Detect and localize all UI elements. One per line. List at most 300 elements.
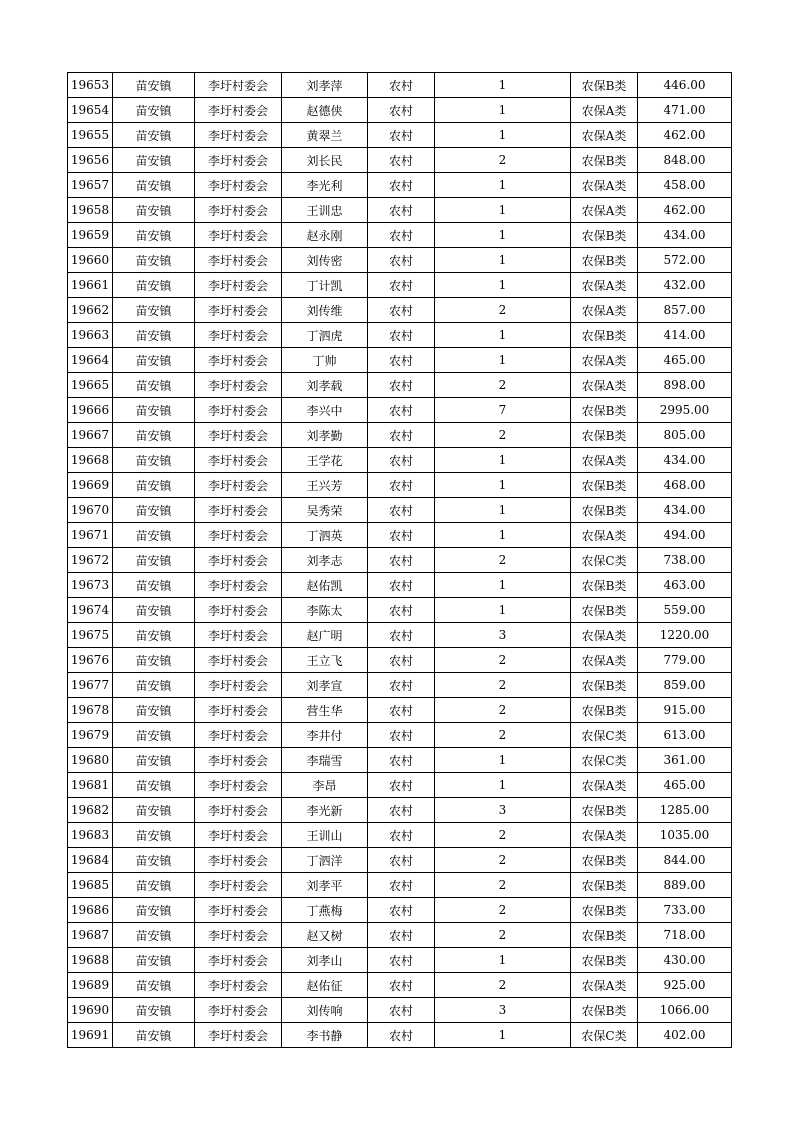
row-id-cell: 19665 <box>68 373 113 398</box>
category-cell: 农保B类 <box>571 223 638 248</box>
household-type-cell: 农村 <box>368 573 435 598</box>
category-cell: 农保B类 <box>571 698 638 723</box>
category-cell: 农保B类 <box>571 673 638 698</box>
row-id-cell: 19653 <box>68 73 113 98</box>
category-cell: 农保A类 <box>571 448 638 473</box>
member-count-cell: 1 <box>435 173 571 198</box>
row-id-cell: 19669 <box>68 473 113 498</box>
name-cell: 王训山 <box>282 823 368 848</box>
category-cell: 农保A类 <box>571 273 638 298</box>
amount-cell: 898.00 <box>638 373 732 398</box>
member-count-cell: 1 <box>435 98 571 123</box>
household-type-cell: 农村 <box>368 173 435 198</box>
table-row <box>68 198 732 223</box>
amount-cell: 559.00 <box>638 598 732 623</box>
amount-cell: 462.00 <box>638 123 732 148</box>
household-type-cell: 农村 <box>368 598 435 623</box>
name-cell: 赵德侠 <box>282 98 368 123</box>
data-table <box>67 72 732 1048</box>
household-type-cell: 农村 <box>368 448 435 473</box>
member-count-cell: 2 <box>435 823 571 848</box>
household-type-cell: 农村 <box>368 848 435 873</box>
category-cell: 农保B类 <box>571 398 638 423</box>
table-row <box>68 423 732 448</box>
member-count-cell: 2 <box>435 423 571 448</box>
household-type-cell: 农村 <box>368 348 435 373</box>
amount-cell: 1035.00 <box>638 823 732 848</box>
member-count-cell: 3 <box>435 998 571 1023</box>
village-cell: 李圩村委会 <box>195 573 282 598</box>
table-row <box>68 1023 732 1048</box>
member-count-cell: 1 <box>435 448 571 473</box>
amount-cell: 925.00 <box>638 973 732 998</box>
table-row <box>68 773 732 798</box>
category-cell: 农保A类 <box>571 173 638 198</box>
household-type-cell: 农村 <box>368 248 435 273</box>
name-cell: 丁计凯 <box>282 273 368 298</box>
name-cell: 刘孝宣 <box>282 673 368 698</box>
name-cell: 李光新 <box>282 798 368 823</box>
row-id-cell: 19681 <box>68 773 113 798</box>
name-cell: 李瑞雪 <box>282 748 368 773</box>
category-cell: 农保B类 <box>571 498 638 523</box>
village-cell: 李圩村委会 <box>195 548 282 573</box>
household-type-cell: 农村 <box>368 98 435 123</box>
amount-cell: 402.00 <box>638 1023 732 1048</box>
household-type-cell: 农村 <box>368 223 435 248</box>
amount-cell: 844.00 <box>638 848 732 873</box>
row-id-cell: 19667 <box>68 423 113 448</box>
row-id-cell: 19660 <box>68 248 113 273</box>
row-id-cell: 19675 <box>68 623 113 648</box>
name-cell: 李兴中 <box>282 398 368 423</box>
name-cell: 李昂 <box>282 773 368 798</box>
town-cell: 苗安镇 <box>113 673 195 698</box>
household-type-cell: 农村 <box>368 773 435 798</box>
amount-cell: 859.00 <box>638 673 732 698</box>
town-cell: 苗安镇 <box>113 398 195 423</box>
row-id-cell: 19659 <box>68 223 113 248</box>
town-cell: 苗安镇 <box>113 473 195 498</box>
town-cell: 苗安镇 <box>113 98 195 123</box>
amount-cell: 733.00 <box>638 898 732 923</box>
village-cell: 李圩村委会 <box>195 698 282 723</box>
row-id-cell: 19671 <box>68 523 113 548</box>
household-type-cell: 农村 <box>368 498 435 523</box>
household-type-cell: 农村 <box>368 723 435 748</box>
member-count-cell: 3 <box>435 798 571 823</box>
town-cell: 苗安镇 <box>113 498 195 523</box>
household-type-cell: 农村 <box>368 873 435 898</box>
village-cell: 李圩村委会 <box>195 948 282 973</box>
row-id-cell: 19676 <box>68 648 113 673</box>
table-row <box>68 223 732 248</box>
row-id-cell: 19657 <box>68 173 113 198</box>
member-count-cell: 2 <box>435 148 571 173</box>
amount-cell: 434.00 <box>638 448 732 473</box>
name-cell: 丁泗洋 <box>282 848 368 873</box>
table-row <box>68 598 732 623</box>
town-cell: 苗安镇 <box>113 1023 195 1048</box>
table-row <box>68 73 732 98</box>
table-row <box>68 473 732 498</box>
town-cell: 苗安镇 <box>113 273 195 298</box>
amount-cell: 430.00 <box>638 948 732 973</box>
village-cell: 李圩村委会 <box>195 323 282 348</box>
town-cell: 苗安镇 <box>113 898 195 923</box>
name-cell: 丁泗英 <box>282 523 368 548</box>
category-cell: 农保B类 <box>571 873 638 898</box>
amount-cell: 414.00 <box>638 323 732 348</box>
village-cell: 李圩村委会 <box>195 773 282 798</box>
name-cell: 吴秀荣 <box>282 498 368 523</box>
row-id-cell: 19673 <box>68 573 113 598</box>
town-cell: 苗安镇 <box>113 323 195 348</box>
table-row <box>68 623 732 648</box>
name-cell: 丁泗虎 <box>282 323 368 348</box>
table-row <box>68 173 732 198</box>
name-cell: 刘孝山 <box>282 948 368 973</box>
household-type-cell: 农村 <box>368 523 435 548</box>
table-row <box>68 973 732 998</box>
household-type-cell: 农村 <box>368 898 435 923</box>
member-count-cell: 2 <box>435 698 571 723</box>
household-type-cell: 农村 <box>368 323 435 348</box>
village-cell: 李圩村委会 <box>195 98 282 123</box>
household-type-cell: 农村 <box>368 648 435 673</box>
member-count-cell: 2 <box>435 298 571 323</box>
table-row <box>68 323 732 348</box>
village-cell: 李圩村委会 <box>195 148 282 173</box>
category-cell: 农保B类 <box>571 598 638 623</box>
name-cell: 刘孝平 <box>282 873 368 898</box>
category-cell: 农保B类 <box>571 998 638 1023</box>
table-row <box>68 723 732 748</box>
name-cell: 李书静 <box>282 1023 368 1048</box>
village-cell: 李圩村委会 <box>195 898 282 923</box>
household-type-cell: 农村 <box>368 198 435 223</box>
town-cell: 苗安镇 <box>113 598 195 623</box>
town-cell: 苗安镇 <box>113 548 195 573</box>
village-cell: 李圩村委会 <box>195 673 282 698</box>
name-cell: 刘传响 <box>282 998 368 1023</box>
village-cell: 李圩村委会 <box>195 598 282 623</box>
amount-cell: 572.00 <box>638 248 732 273</box>
amount-cell: 718.00 <box>638 923 732 948</box>
member-count-cell: 1 <box>435 598 571 623</box>
member-count-cell: 2 <box>435 873 571 898</box>
amount-cell: 468.00 <box>638 473 732 498</box>
category-cell: 农保B类 <box>571 898 638 923</box>
category-cell: 农保B类 <box>571 423 638 448</box>
town-cell: 苗安镇 <box>113 448 195 473</box>
table-row <box>68 648 732 673</box>
amount-cell: 805.00 <box>638 423 732 448</box>
member-count-cell: 1 <box>435 498 571 523</box>
row-id-cell: 19674 <box>68 598 113 623</box>
town-cell: 苗安镇 <box>113 123 195 148</box>
table-row <box>68 748 732 773</box>
amount-cell: 2995.00 <box>638 398 732 423</box>
town-cell: 苗安镇 <box>113 848 195 873</box>
category-cell: 农保B类 <box>571 323 638 348</box>
village-cell: 李圩村委会 <box>195 873 282 898</box>
town-cell: 苗安镇 <box>113 948 195 973</box>
name-cell: 王立飞 <box>282 648 368 673</box>
town-cell: 苗安镇 <box>113 823 195 848</box>
village-cell: 李圩村委会 <box>195 848 282 873</box>
table-row <box>68 373 732 398</box>
table-row <box>68 548 732 573</box>
name-cell: 赵佑凯 <box>282 573 368 598</box>
category-cell: 农保A类 <box>571 973 638 998</box>
amount-cell: 494.00 <box>638 523 732 548</box>
member-count-cell: 1 <box>435 198 571 223</box>
village-cell: 李圩村委会 <box>195 298 282 323</box>
row-id-cell: 19678 <box>68 698 113 723</box>
name-cell: 黄翠兰 <box>282 123 368 148</box>
household-type-cell: 农村 <box>368 298 435 323</box>
name-cell: 丁帅 <box>282 348 368 373</box>
name-cell: 王训忠 <box>282 198 368 223</box>
member-count-cell: 1 <box>435 73 571 98</box>
member-count-cell: 2 <box>435 373 571 398</box>
row-id-cell: 19680 <box>68 748 113 773</box>
town-cell: 苗安镇 <box>113 623 195 648</box>
category-cell: 农保C类 <box>571 1023 638 1048</box>
table-row <box>68 898 732 923</box>
village-cell: 李圩村委会 <box>195 198 282 223</box>
category-cell: 农保A类 <box>571 823 638 848</box>
amount-cell: 463.00 <box>638 573 732 598</box>
amount-cell: 361.00 <box>638 748 732 773</box>
village-cell: 李圩村委会 <box>195 498 282 523</box>
town-cell: 苗安镇 <box>113 173 195 198</box>
household-type-cell: 农村 <box>368 673 435 698</box>
row-id-cell: 19682 <box>68 798 113 823</box>
name-cell: 李陈太 <box>282 598 368 623</box>
row-id-cell: 19655 <box>68 123 113 148</box>
member-count-cell: 1 <box>435 123 571 148</box>
name-cell: 刘孝萍 <box>282 73 368 98</box>
member-count-cell: 2 <box>435 548 571 573</box>
amount-cell: 1285.00 <box>638 798 732 823</box>
category-cell: 农保B类 <box>571 848 638 873</box>
town-cell: 苗安镇 <box>113 698 195 723</box>
member-count-cell: 1 <box>435 948 571 973</box>
name-cell: 王兴芳 <box>282 473 368 498</box>
amount-cell: 446.00 <box>638 73 732 98</box>
household-type-cell: 农村 <box>368 123 435 148</box>
household-type-cell: 农村 <box>368 948 435 973</box>
amount-cell: 458.00 <box>638 173 732 198</box>
amount-cell: 738.00 <box>638 548 732 573</box>
row-id-cell: 19684 <box>68 848 113 873</box>
table-row <box>68 348 732 373</box>
category-cell: 农保B类 <box>571 73 638 98</box>
row-id-cell: 19689 <box>68 973 113 998</box>
member-count-cell: 1 <box>435 248 571 273</box>
village-cell: 李圩村委会 <box>195 523 282 548</box>
village-cell: 李圩村委会 <box>195 1023 282 1048</box>
village-cell: 李圩村委会 <box>195 373 282 398</box>
row-id-cell: 19668 <box>68 448 113 473</box>
town-cell: 苗安镇 <box>113 523 195 548</box>
member-count-cell: 1 <box>435 223 571 248</box>
table-row <box>68 948 732 973</box>
amount-cell: 1220.00 <box>638 623 732 648</box>
town-cell: 苗安镇 <box>113 148 195 173</box>
household-type-cell: 农村 <box>368 698 435 723</box>
town-cell: 苗安镇 <box>113 798 195 823</box>
household-type-cell: 农村 <box>368 748 435 773</box>
town-cell: 苗安镇 <box>113 773 195 798</box>
member-count-cell: 1 <box>435 1023 571 1048</box>
row-id-cell: 19656 <box>68 148 113 173</box>
table-row <box>68 923 732 948</box>
town-cell: 苗安镇 <box>113 648 195 673</box>
name-cell: 赵又树 <box>282 923 368 948</box>
member-count-cell: 2 <box>435 848 571 873</box>
household-type-cell: 农村 <box>368 73 435 98</box>
household-type-cell: 农村 <box>368 273 435 298</box>
amount-cell: 1066.00 <box>638 998 732 1023</box>
town-cell: 苗安镇 <box>113 723 195 748</box>
row-id-cell: 19687 <box>68 923 113 948</box>
category-cell: 农保B类 <box>571 798 638 823</box>
member-count-cell: 1 <box>435 748 571 773</box>
name-cell: 刘孝载 <box>282 373 368 398</box>
amount-cell: 465.00 <box>638 773 732 798</box>
household-type-cell: 农村 <box>368 373 435 398</box>
category-cell: 农保B类 <box>571 948 638 973</box>
category-cell: 农保B类 <box>571 473 638 498</box>
village-cell: 李圩村委会 <box>195 398 282 423</box>
member-count-cell: 2 <box>435 898 571 923</box>
household-type-cell: 农村 <box>368 623 435 648</box>
category-cell: 农保A类 <box>571 373 638 398</box>
row-id-cell: 19691 <box>68 1023 113 1048</box>
town-cell: 苗安镇 <box>113 423 195 448</box>
row-id-cell: 19685 <box>68 873 113 898</box>
table-row <box>68 873 732 898</box>
member-count-cell: 1 <box>435 573 571 598</box>
category-cell: 农保A类 <box>571 298 638 323</box>
town-cell: 苗安镇 <box>113 998 195 1023</box>
name-cell: 营生华 <box>282 698 368 723</box>
village-cell: 李圩村委会 <box>195 923 282 948</box>
name-cell: 刘长民 <box>282 148 368 173</box>
town-cell: 苗安镇 <box>113 373 195 398</box>
row-id-cell: 19688 <box>68 948 113 973</box>
name-cell: 赵佑征 <box>282 973 368 998</box>
table-row <box>68 523 732 548</box>
row-id-cell: 19686 <box>68 898 113 923</box>
category-cell: 农保C类 <box>571 748 638 773</box>
category-cell: 农保A类 <box>571 523 638 548</box>
member-count-cell: 2 <box>435 973 571 998</box>
household-type-cell: 农村 <box>368 973 435 998</box>
row-id-cell: 19670 <box>68 498 113 523</box>
household-type-cell: 农村 <box>368 823 435 848</box>
table-row <box>68 823 732 848</box>
table-row <box>68 848 732 873</box>
town-cell: 苗安镇 <box>113 73 195 98</box>
table-row <box>68 273 732 298</box>
row-id-cell: 19664 <box>68 348 113 373</box>
name-cell: 李光利 <box>282 173 368 198</box>
name-cell: 王学花 <box>282 448 368 473</box>
row-id-cell: 19690 <box>68 998 113 1023</box>
name-cell: 李井付 <box>282 723 368 748</box>
member-count-cell: 1 <box>435 773 571 798</box>
table-row <box>68 698 732 723</box>
member-count-cell: 2 <box>435 673 571 698</box>
category-cell: 农保A类 <box>571 648 638 673</box>
village-cell: 李圩村委会 <box>195 623 282 648</box>
category-cell: 农保B类 <box>571 923 638 948</box>
village-cell: 李圩村委会 <box>195 248 282 273</box>
town-cell: 苗安镇 <box>113 348 195 373</box>
household-type-cell: 农村 <box>368 148 435 173</box>
amount-cell: 434.00 <box>638 498 732 523</box>
town-cell: 苗安镇 <box>113 973 195 998</box>
village-cell: 李圩村委会 <box>195 348 282 373</box>
amount-cell: 889.00 <box>638 873 732 898</box>
member-count-cell: 1 <box>435 523 571 548</box>
table-row <box>68 148 732 173</box>
member-count-cell: 1 <box>435 473 571 498</box>
row-id-cell: 19672 <box>68 548 113 573</box>
category-cell: 农保B类 <box>571 573 638 598</box>
category-cell: 农保A类 <box>571 348 638 373</box>
village-cell: 李圩村委会 <box>195 648 282 673</box>
category-cell: 农保A类 <box>571 98 638 123</box>
row-id-cell: 19683 <box>68 823 113 848</box>
member-count-cell: 3 <box>435 623 571 648</box>
household-type-cell: 农村 <box>368 423 435 448</box>
village-cell: 李圩村委会 <box>195 998 282 1023</box>
town-cell: 苗安镇 <box>113 748 195 773</box>
table-row <box>68 123 732 148</box>
amount-cell: 915.00 <box>638 698 732 723</box>
category-cell: 农保C类 <box>571 548 638 573</box>
member-count-cell: 1 <box>435 273 571 298</box>
category-cell: 农保A类 <box>571 198 638 223</box>
category-cell: 农保B类 <box>571 248 638 273</box>
amount-cell: 465.00 <box>638 348 732 373</box>
category-cell: 农保A类 <box>571 773 638 798</box>
table-row <box>68 98 732 123</box>
table-row <box>68 573 732 598</box>
village-cell: 李圩村委会 <box>195 473 282 498</box>
row-id-cell: 19679 <box>68 723 113 748</box>
household-type-cell: 农村 <box>368 548 435 573</box>
amount-cell: 432.00 <box>638 273 732 298</box>
village-cell: 李圩村委会 <box>195 423 282 448</box>
name-cell: 刘孝勤 <box>282 423 368 448</box>
row-id-cell: 19677 <box>68 673 113 698</box>
amount-cell: 779.00 <box>638 648 732 673</box>
village-cell: 李圩村委会 <box>195 173 282 198</box>
amount-cell: 471.00 <box>638 98 732 123</box>
village-cell: 李圩村委会 <box>195 723 282 748</box>
table-row <box>68 673 732 698</box>
village-cell: 李圩村委会 <box>195 798 282 823</box>
town-cell: 苗安镇 <box>113 873 195 898</box>
member-count-cell: 2 <box>435 723 571 748</box>
amount-cell: 462.00 <box>638 198 732 223</box>
